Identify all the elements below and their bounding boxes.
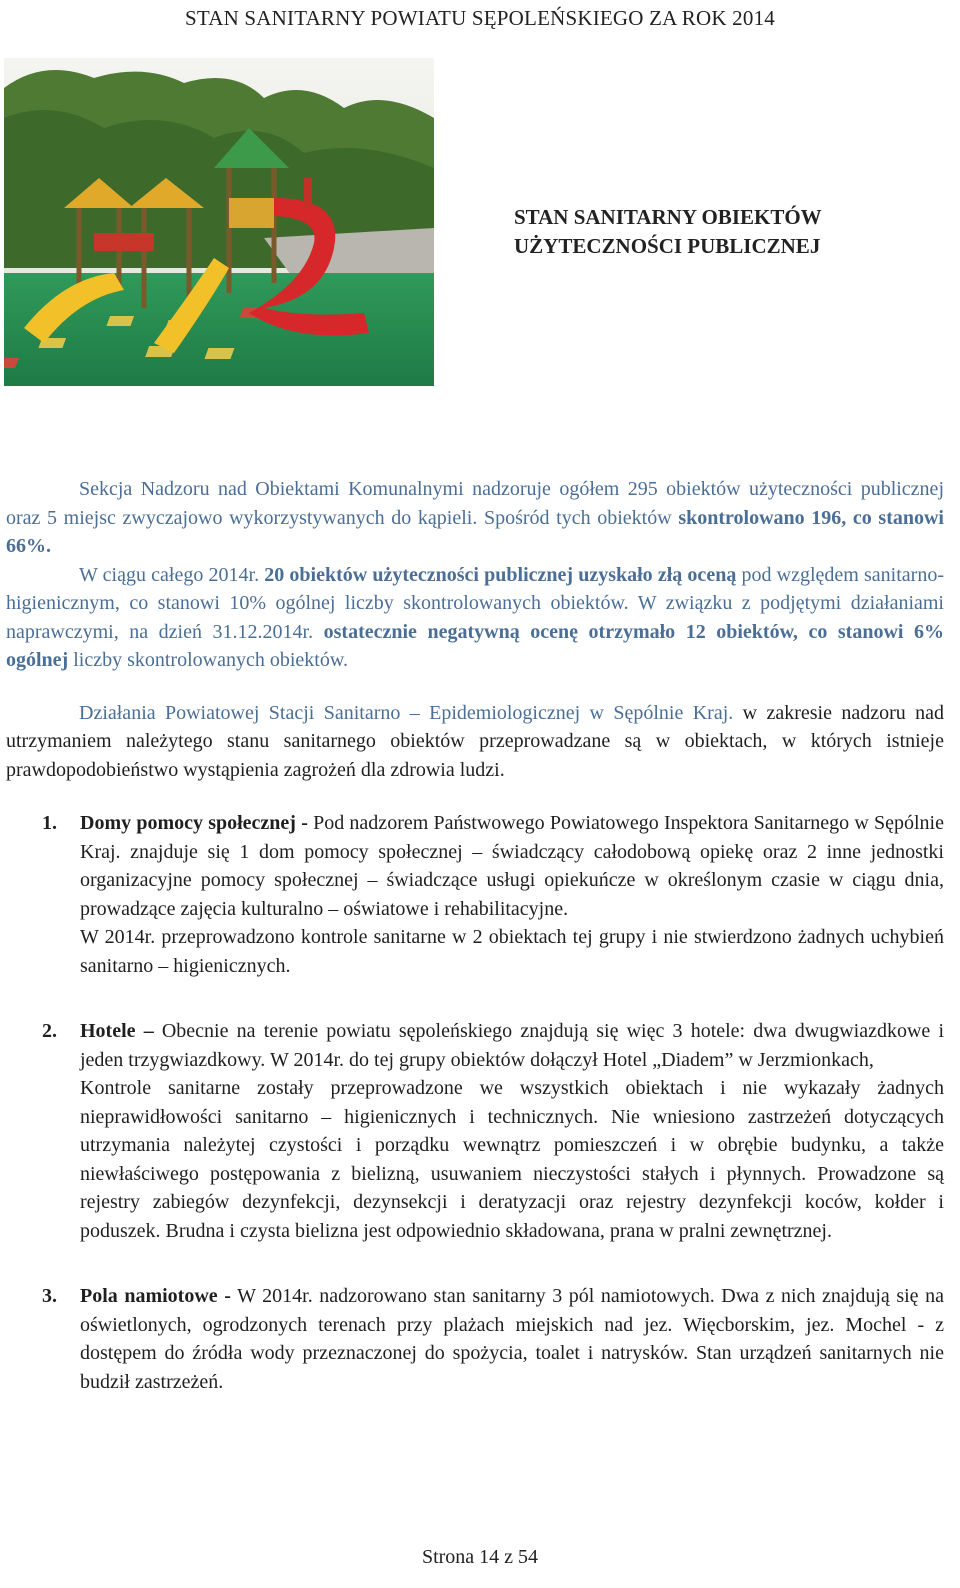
intro-text: Sekcja Nadzoru nad Obiektami Komunalnymi nadzoruje ogółem 295 obiektów użyteczności publicznej oraz 5 miejsc zwyczajowo wykorzystywanych do kąpieli. Spośród tych obiektów	[6, 478, 944, 529]
item-paragraph-2: W 2014r. przeprowadzono kontrole sanitarne w 2 obiektach tej grupy i nie stwierdzono żadnych uchybień sanitarno – higienicznych.	[80, 926, 944, 977]
item-paragraph	[80, 1282, 944, 1396]
item-title: Domy pomocy społecznej -	[80, 812, 308, 834]
page-header: STAN SANITARNY POWIATU SĘPOLEŃSKIEGO ZA ROK 2014	[185, 6, 775, 30]
item-text: Pod nadzorem Państwowego Powiatowego Inspektora Sanitarnego w Sępólnie Kraj. znajduje się 1 dom pomocy społecznej – świadczący całodobową opiekę oraz 2 inne jednostki organizacyjne pomocy społecznej – świadczące usługi opiekuńcze w określonym czasie w ciągu dnia, prowadzące zajęcia kulturalno – oświatowe i rehabilitacyjne.	[80, 812, 944, 920]
body-content	[6, 475, 944, 1396]
item-paragraph	[80, 1017, 944, 1074]
item-text: W 2014r. nadzorowano stan sanitarny 3 pól namiotowych. Dwa z nich znajdują się na oświetlonych, ogrodzonych terenach przy plażach miejskich nad jez. Więcborskim, jez. Mochel - z dostępem do źródła wody przeznaczonej do spożycia, toalet i natrysków. Stan urządzeń sanitarnych nie budził zastrzeżeń.	[80, 1285, 944, 1393]
rating-text-e: liczby skontrolowanych obiektów.	[68, 649, 348, 671]
section-title	[514, 203, 934, 261]
item-number: 1.	[42, 812, 57, 834]
intro-paragraph	[6, 475, 944, 561]
page-number: Strona 14 z 54	[421, 1546, 539, 1568]
rating-text-a: W ciągu całego 2014r.	[79, 563, 265, 586]
section-title-line1: STAN SANITARNY OBIEKTÓW	[514, 205, 822, 229]
item-title: Hotele –	[80, 1020, 154, 1042]
section-title-line2: UŻYTECZNOŚCI PUBLICZNEJ	[514, 234, 821, 258]
list-item-social-homes	[6, 809, 944, 980]
playground-photo	[4, 58, 434, 386]
list-item-campsites	[6, 1282, 944, 1396]
item-number: 3.	[42, 1285, 57, 1307]
rating-bold-b: 20 obiektów użyteczności publicznej uzyskało złą oceną	[264, 563, 737, 586]
item-title: Pola namiotowe -	[80, 1285, 231, 1307]
item-paragraph-2: Kontrole sanitarne zostały przeprowadzone we wszystkich obiektach i nie wykazały żadnych nieprawidłowości sanitarno – higienicznych i technicznych. Nie wniesiono zastrzeżeń dotyczących utrzymania należytej czystości i porządku wewnątrz pomieszczeń i w obrębie budynku, a także niewłaściwego postępowania z bielizną, usuwaniem nieczystości stałych i płynnych. Prowadzone są rejestry zabiegów dezynfekcji, dezynsekcji i deratyzacji oraz rejestry dezynfekcji koców, kołder i poduszek. Brudna i czysta bielizna jest odpowiednio składowana, prana w pralni zewnętrznej.	[80, 1077, 944, 1242]
list-item-hotels	[6, 1017, 944, 1245]
actions-text-b: w zakresie nadzoru nad utrzymaniem należytego stanu sanitarnego obiektów przeprowadzane są w obiektach, w których istnieje prawdopodobieństwo wystąpienia zagrożeń dla zdrowia ludzi.	[6, 701, 944, 781]
rating-text-c: pod względem sanitarno-higienicznym, co stanowi 10% ogólnej liczby skontrolowanych obiektów. W związku z podjętymi działaniami naprawczymi, na dzień 31.12.2014r.	[6, 563, 944, 643]
actions-text-a: Działania Powiatowej Stacji Sanitarno – Epidemiologicznej w Sępólnie Kraj.	[79, 701, 734, 724]
item-paragraph	[80, 809, 944, 923]
item-text: Obecnie na terenie powiatu sępoleńskiego znajdują się więc 3 hotele: dwa dwugwiazdkowe i jeden trzygwiazdkowy. W 2014r. do tej grupy obiektów dołączył Hotel „Diadem” w Jerzmionkach,	[80, 1020, 944, 1071]
item-number: 2.	[42, 1020, 57, 1042]
actions-paragraph	[6, 699, 944, 785]
rating-bold-d: ostatecznie negatywną ocenę otrzymało 12 obiektów, co stanowi 6% ogólnej	[6, 620, 944, 671]
intro-bold: skontrolowano 196, co stanowi 66%.	[6, 506, 944, 557]
rating-paragraph	[6, 561, 944, 675]
